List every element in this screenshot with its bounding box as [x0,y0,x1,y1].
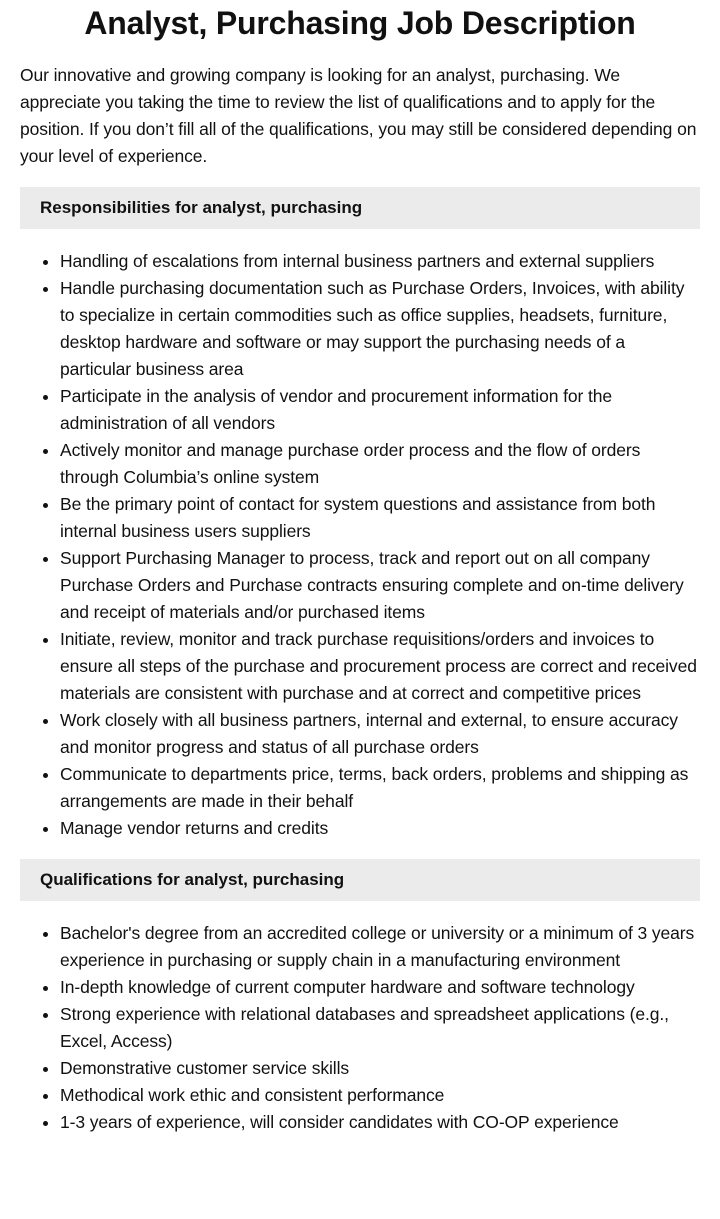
list-item: • 1-3 years of experience, will consider candidates with CO-OP experience [60,1109,700,1136]
list-item: • Initiate, review, monitor and track purchase requisitions/orders and invoices to ensure all steps of the purchase and procurement process are correct and received materials are consistent with purchase and at correct and competitive prices [60,626,700,707]
list-item: • Demonstrative customer service skills [60,1055,700,1082]
list-item: • Bachelor's degree from an accredited college or university or a minimum of 3 years experience in purchasing or supply chain in a manufacturing environment [60,920,700,974]
qualifications-list [20,920,700,1136]
list-item: • Manage vendor returns and credits [60,815,700,842]
qualifications-heading: Qualifications for analyst, purchasing [20,859,700,901]
list-item: • Be the primary point of contact for system questions and assistance from both internal business users suppliers [60,491,700,545]
list-item: • Methodical work ethic and consistent performance [60,1082,700,1109]
intro-paragraph: Our innovative and growing company is looking for an analyst, purchasing. We appreciate you taking the time to review the list of qualifications and to apply for the position. If you don’t fill all of the qualifications, you may still be considered depending on your level of experience. [20,65,697,166]
list-item: • Participate in the analysis of vendor and procurement information for the administration of all vendors [60,383,700,437]
list-item: • Handling of escalations from internal business partners and external suppliers [60,248,700,275]
responsibilities-heading: Responsibilities for analyst, purchasing [20,187,700,229]
list-item: • Handle purchasing documentation such as Purchase Orders, Invoices, with ability to specialize in certain commodities such as office supplies, headsets, furniture, desktop hardware and software or may support the purchasing needs of a particular business area [60,275,700,383]
responsibilities-list [20,248,700,842]
list-item: • Strong experience with relational databases and spreadsheet applications (e.g., Excel, Access) [60,1001,700,1055]
list-item: • Communicate to departments price, terms, back orders, problems and shipping as arrangements are made in their behalf [60,761,700,815]
list-item: • In-depth knowledge of current computer hardware and software technology [60,974,700,1001]
list-item: • Support Purchasing Manager to process, track and report out on all company Purchase Orders and Purchase contracts ensuring complete and on-time delivery and receipt of materials and/or purchased items [60,545,700,626]
list-item: • Work closely with all business partners, internal and external, to ensure accuracy and monitor progress and status of all purchase orders [60,707,700,761]
list-item: • Actively monitor and manage purchase order process and the flow of orders through Columbia’s online system [60,437,700,491]
page-title: Analyst, Purchasing Job Description [84,5,636,41]
